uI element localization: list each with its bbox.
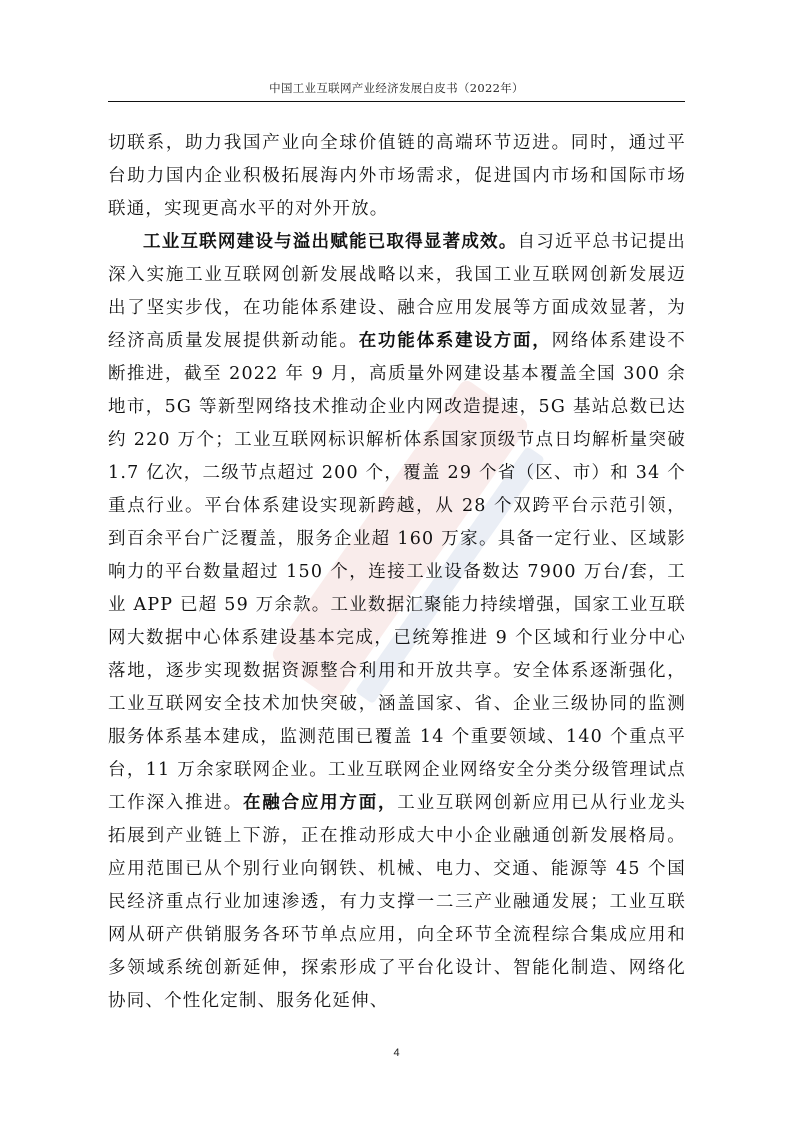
header-rule [108,101,685,102]
paragraph-1: 切联系，助力我国产业向全球价值链的高端环节迈进。同时，通过平台助力国内企业积极拓展海内外市场需求，促进国内市场和国际市场联通，实现更高水平的对外开放。 [108,133,686,219]
running-header: 中国工业互联网产业经济发展白皮书（2022年） [269,81,524,95]
paragraph-2-text-b: 网络体系建设不断推进，截至 2022 年 9 月，高质量外网建设基本覆盖全国 300 余地市，5G 等新型网络技术推动企业内网改造提速，5G 基站总数已达约 220 万个；工业互联网标识解析体系国家顶级节点日均解析量突破 1.7 亿次，二级节点超过 200 个，覆盖 29 个省（区、市）和 34 个重点行业。平台体系建设实现新跨越，从 28 个双跨平台示范引领，到百余平台广泛覆盖，服务企业超 160 万家。具备一定行业、区域影响力的平台数量超过 150 个，连接工业设备数达 7900 万台/套，工业 APP 已超 59 万余款。工业数据汇聚能力持续增强，国家工业互联网大数据中心体系建设基本完成，已统筹推进 9 个区域和行业分中心落地，逐步实现数据资源整合利用和开放共享。安全体系逐渐强化，工业互联网安全技术加快突破，涵盖国家、省、企业三级协同的监测服务体系基本建成，监测范围已覆盖 14 个重要领域、140 个重点平台，11 万余家联网企业。工业互联网企业网络安全分类分级管理试点工作深入推进。 [108,331,686,813]
bold-phrase-integration: 在融合应用方面， [243,793,398,813]
paragraph-2-text-c: 工业互联网创新应用已从行业龙头拓展到产业链上下游，正在推动形成大中小企业融通创新发展格局。应用范围已从个别行业向钢铁、机械、电力、交通、能源等 45 个国民经济重点行业加速渗透，有力支撑一二三产业融通发展；工业互联网从研产供销服务各环节单点应用，向全环节全流程综合集成应用和多领域系统创新延伸，探索形成了平台化设计、智能化制造、网络化协同、个性化定制、服务化延伸、 [108,793,686,1011]
paragraph-2 [108,226,686,1018]
body-text [108,127,686,1018]
bold-phrase-function-system: 在功能体系建设方面， [358,331,552,351]
paragraph-2-text-a: 自习近平总书记提出深入实施工业互联网创新发展战略以来，我国工业互联网创新发展迈出了坚实步伐，在功能体系建设、融合应用发展等方面成效显著，为经济高质量发展提供新动能。 [108,232,686,351]
page-number: 4 [393,1047,400,1059]
bold-lead-sentence: 工业互联网建设与溢出赋能已取得显著成效。 [143,232,518,252]
